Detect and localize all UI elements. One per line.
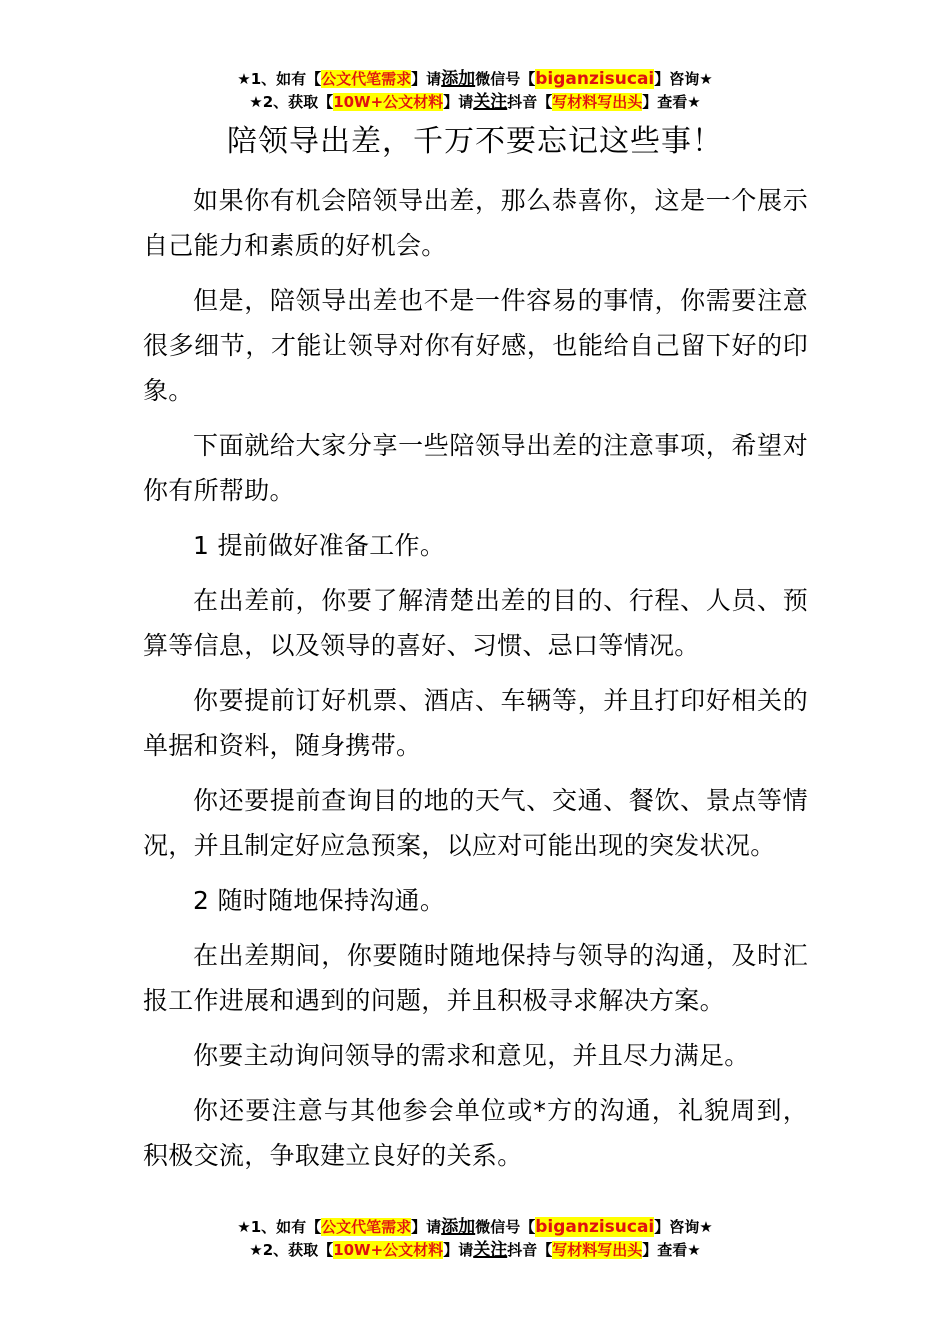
banner-text: 】请 — [443, 1241, 474, 1259]
highlight-service: 公文代笔需求 — [321, 1218, 412, 1236]
paragraph: 你还要注意与其他参会单位或*方的沟通，礼貌周到，积极交流，争取建立良好的关系。 — [143, 1096, 808, 1170]
star-icon: ★ — [249, 1241, 263, 1259]
banner-text: 微信号【 — [475, 70, 536, 88]
star-icon: ★ — [687, 1241, 701, 1259]
highlight-douyin-account: 写材料写出头 — [552, 1241, 643, 1259]
underline-follow: 关注 — [473, 1240, 508, 1260]
paragraph: 你还要提前查询目的地的天气、交通、餐饮、景点等情况，并且制定好应急预案，以应对可能出现的突发状况。 — [143, 786, 808, 860]
document-title: 陪领导出差，千万不要忘记这些事！ — [227, 124, 723, 159]
paragraph: 下面就给大家分享一些陪领导出差的注意事项，希望对你有所帮助。 — [143, 431, 808, 505]
banner-text: 1、如有【 — [250, 1218, 322, 1236]
footer-banner — [0, 1216, 950, 1262]
banner-text: 】请 — [411, 70, 442, 88]
paragraph: 在出差期间，你要随时随地保持与领导的沟通，及时汇报工作进展和遇到的问题，并且积极寻求解决方案。 — [143, 941, 808, 1015]
banner-text: 2、获取【 — [262, 1241, 334, 1259]
banner-text: 】查看 — [642, 93, 688, 111]
banner-text: 】咨询 — [654, 70, 700, 88]
paragraph: 在出差前，你要了解清楚出差的目的、行程、人员、预算等信息，以及领导的喜好、习惯、忌口等情况。 — [143, 586, 808, 660]
highlight-materials: 10W+公文材料 — [333, 93, 444, 111]
banner-text: 】咨询 — [654, 1218, 700, 1236]
banner-text: 】请 — [411, 1218, 442, 1236]
star-icon: ★ — [237, 1218, 251, 1236]
section-heading: 2 随时随地保持沟通。 — [193, 886, 446, 915]
banner-line-1 — [0, 1216, 950, 1239]
star-icon: ★ — [687, 93, 701, 111]
highlight-douyin-account: 写材料写出头 — [552, 93, 643, 111]
star-icon: ★ — [237, 70, 251, 88]
document-body — [143, 178, 808, 1188]
banner-line-2 — [0, 91, 950, 114]
underline-add: 添加 — [441, 69, 476, 89]
paragraph: 你要主动询问领导的需求和意见，并且尽力满足。 — [193, 1041, 750, 1070]
banner-text: 】查看 — [642, 1241, 688, 1259]
star-icon: ★ — [249, 93, 263, 111]
paragraph: 你要提前订好机票、酒店、车辆等，并且打印好相关的单据和资料，随身携带。 — [143, 686, 808, 760]
banner-text: 1、如有【 — [250, 70, 322, 88]
banner-text: 抖音【 — [507, 1241, 553, 1259]
star-icon: ★ — [699, 1218, 713, 1236]
highlight-materials: 10W+公文材料 — [333, 1241, 444, 1259]
banner-text: 微信号【 — [475, 1218, 536, 1236]
banner-line-2 — [0, 1239, 950, 1262]
banner-text: 2、获取【 — [262, 93, 334, 111]
banner-text: 抖音【 — [507, 93, 553, 111]
star-icon: ★ — [699, 70, 713, 88]
highlight-wechat-id: biganzisucai — [535, 69, 655, 89]
underline-add: 添加 — [441, 1217, 476, 1237]
paragraph: 但是，陪领导出差也不是一件容易的事情，你需要注意很多细节，才能让领导对你有好感，也能给自己留下好的印象。 — [143, 286, 808, 405]
section-heading: 1 提前做好准备工作。 — [193, 531, 446, 560]
header-banner — [0, 68, 950, 114]
highlight-wechat-id: biganzisucai — [535, 1217, 655, 1237]
highlight-service: 公文代笔需求 — [321, 70, 412, 88]
underline-follow: 关注 — [473, 92, 508, 112]
paragraph: 如果你有机会陪领导出差，那么恭喜你，这是一个展示自己能力和素质的好机会。 — [143, 186, 808, 260]
banner-text: 】请 — [443, 93, 474, 111]
banner-line-1 — [0, 68, 950, 91]
